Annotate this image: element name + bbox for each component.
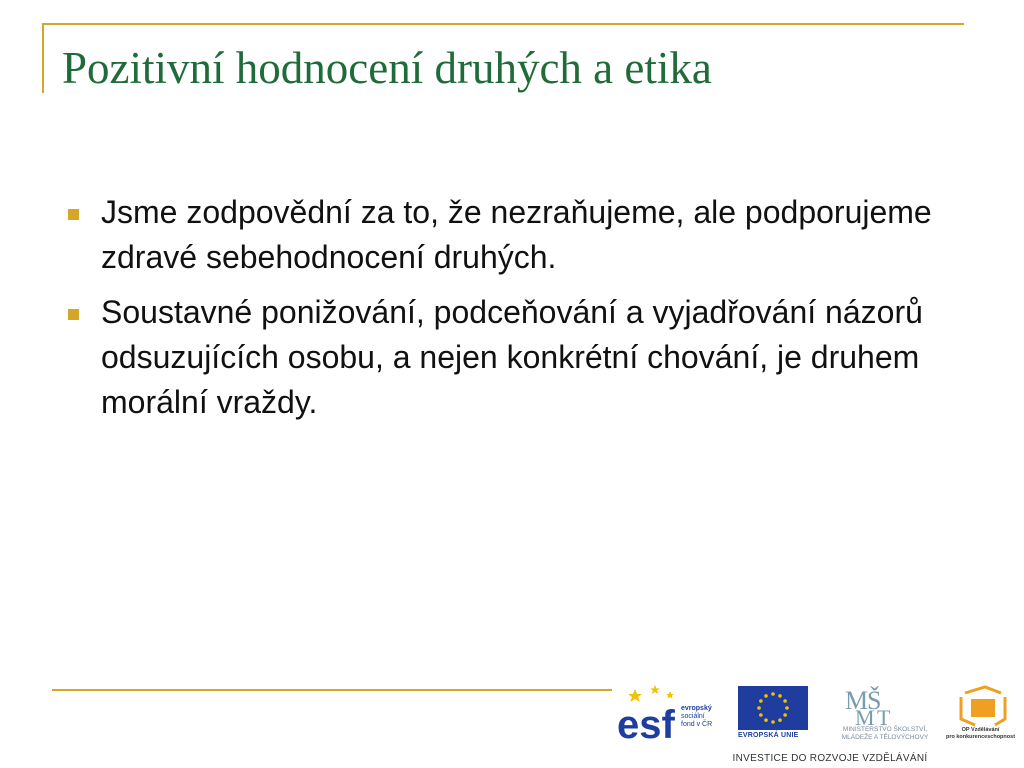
esf-text-line: sociální [681, 713, 705, 720]
bullet-text: Jsme zodpovědní za to, že nezraňujeme, ale podporujeme zdravé sebehodnocení druhých. [101, 194, 932, 275]
eu-star-icon [778, 718, 782, 722]
eu-star-icon [757, 706, 761, 710]
svg-text:T: T [877, 705, 891, 730]
svg-text:esf: esf [617, 703, 675, 743]
square-bullet-icon [68, 209, 79, 220]
eu-star-icon [764, 718, 768, 722]
eu-star-icon [759, 713, 763, 717]
esf-text-line: fond v ČR [681, 721, 713, 728]
bullet-item [68, 290, 968, 425]
investice-caption: INVESTICE DO ROZVOJE VZDĚLÁVÁNÍ [732, 753, 928, 764]
eu-star-icon [759, 699, 763, 703]
svg-text:M: M [845, 686, 869, 715]
eu-star-icon [785, 706, 789, 710]
op-caption [937, 727, 1024, 741]
eu-star-icon [771, 720, 775, 724]
msmt-caption [815, 726, 955, 742]
svg-text:Š: Š [867, 686, 882, 715]
op-text-line: OP Vzdělávání [961, 727, 1000, 733]
footer-line [52, 689, 612, 691]
bullet-list [68, 190, 968, 435]
bullet-item [68, 190, 968, 280]
eu-star-icon [764, 694, 768, 698]
bullet-text: Soustavné ponižování, podceňování a vyjadřování názorů odsuzujících osobu, a nejen konkrétní chování, je druhem morální vraždy. [101, 294, 923, 420]
esf-text-line: evropský [681, 705, 712, 712]
eu-star-icon [783, 713, 787, 717]
eu-star-icon [778, 694, 782, 698]
eu-flag-icon [738, 686, 808, 730]
slide-title: Pozitivní hodnocení druhých a etika [62, 43, 712, 93]
msmt-text-line: MINISTERSTVO ŠKOLSTVÍ, [842, 726, 928, 733]
title-frame-top-line [42, 23, 964, 25]
square-bullet-icon [68, 309, 79, 320]
logo-strip [615, 683, 1024, 768]
eu-label: EVROPSKÁ UNIE [738, 732, 799, 739]
title-frame-left-line [42, 23, 44, 93]
eu-star-icon [783, 699, 787, 703]
svg-text:M: M [855, 705, 875, 730]
esf-caption [681, 705, 736, 729]
msmt-text-line: MLÁDEŽE A TĚLOVÝCHOVY [841, 734, 929, 741]
op-text-line: pro konkurenceschopnost [945, 734, 1016, 740]
eu-star-icon [771, 692, 775, 696]
